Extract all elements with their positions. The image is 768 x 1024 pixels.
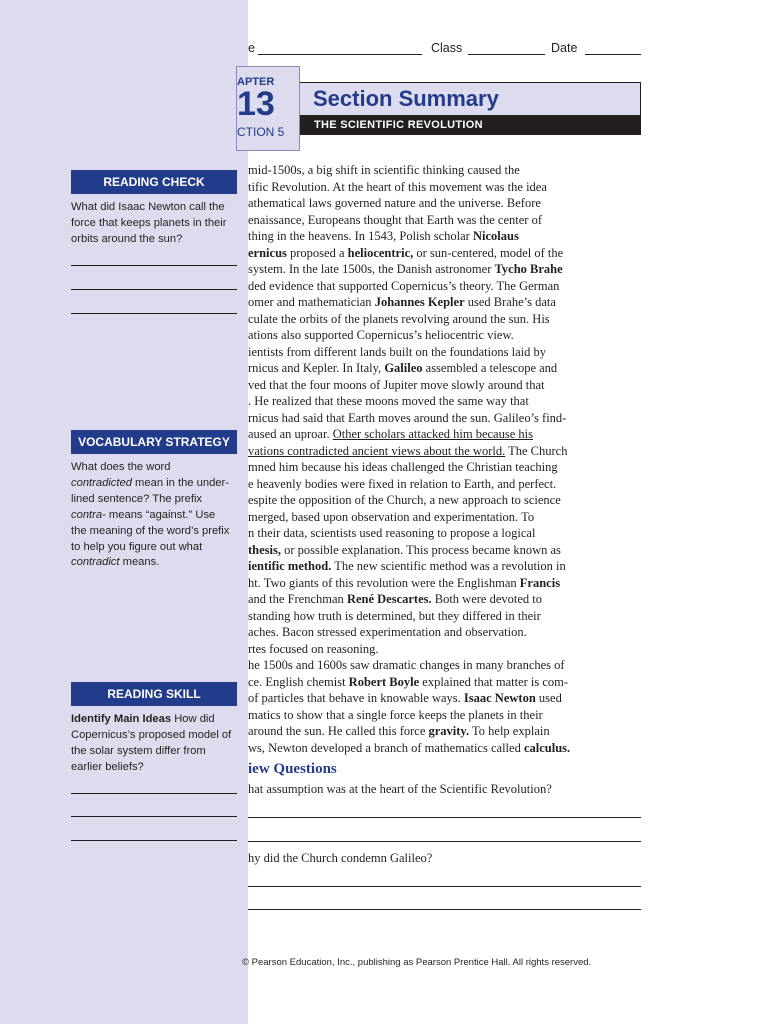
answer-line[interactable]	[71, 816, 237, 817]
body-line: espite the opposition of the Church, a new approach to science	[248, 493, 561, 507]
vocab-line: to help you figure out what	[71, 540, 203, 553]
skill-line: the solar system differ from	[71, 744, 206, 757]
date-field[interactable]	[585, 54, 641, 55]
body-line: mned him because his ideas challenged the Christian teaching	[248, 460, 558, 474]
page-title: Section Summary	[313, 86, 499, 111]
body-line: tific Revolution. At the heart of this movement was the idea	[248, 179, 547, 194]
title-box	[300, 82, 641, 115]
answer-line[interactable]	[71, 265, 237, 266]
review-question-1: hat assumption was at the heart of the Scientific Revolution?	[248, 782, 552, 796]
vocabulary-strategy-text	[71, 460, 239, 571]
body-line: standing how truth is determined, but they differed in their	[248, 608, 541, 623]
name-label: e	[248, 41, 255, 55]
skill-line: Copernicus’s proposed model of	[71, 728, 232, 741]
vocab-line: contra- means “against.” Use	[71, 508, 216, 521]
body-line: ht. Two giants of this revolution were the Englishman Francis	[248, 575, 561, 590]
skill-line: Identify Main Ideas How did	[71, 713, 215, 725]
answer-line[interactable]	[248, 886, 641, 887]
body-line: ientists from different lands built on the foundations laid by	[248, 344, 546, 359]
reading-skill-heading: READING SKILL	[71, 682, 237, 706]
body-line: rtes focused on reasoning.	[248, 641, 379, 656]
class-field[interactable]	[468, 54, 545, 55]
vocabulary-strategy-heading: VOCABULARY STRATEGY	[71, 430, 237, 454]
sidebar	[0, 0, 248, 1024]
answer-line[interactable]	[71, 840, 237, 841]
body-line: vations contradicted ancient views about the world. The Church	[248, 443, 568, 458]
date-label: Date	[551, 41, 578, 55]
answer-line[interactable]	[248, 909, 641, 910]
section-subtitle: THE SCIENTIFIC REVOLUTION	[300, 115, 641, 135]
body-line: matics to show that a single force keeps the planets in their	[248, 707, 543, 722]
answer-line[interactable]	[71, 289, 237, 290]
body-line: merged, based upon observation and experimentation. To	[248, 509, 535, 524]
header-fields	[0, 41, 768, 59]
chapter-number: 13	[237, 85, 275, 123]
body-line: and the Frenchman René Descartes. Both were devoted to	[248, 592, 543, 606]
body-line: ce. English chemist Robert Boyle explained that matter is com-	[248, 674, 569, 689]
body-line: culate the orbits of the planets revolving around the sun. His	[248, 311, 550, 326]
chapter-box	[236, 66, 300, 151]
body-line: aches. Bacon stressed experimentation and observation.	[248, 625, 527, 639]
answer-line[interactable]	[248, 817, 641, 818]
body-line: rnicus and Kepler. In Italy, Galileo assembled a telescope and	[248, 361, 558, 375]
vocab-line: contradict means.	[71, 556, 160, 569]
answer-line[interactable]	[248, 841, 641, 842]
body-line: enaissance, Europeans thought that Earth was the center of	[248, 212, 542, 227]
body-line: athematical laws governed nature and the universe. Before	[248, 196, 541, 210]
review-question-2: hy did the Church condemn Galileo?	[248, 851, 433, 865]
body-line: n their data, scientists used reasoning to propose a logical	[248, 526, 536, 540]
body-line: e heavenly bodies were fixed in relation to Earth, and perfect.	[248, 476, 557, 491]
vocab-line: the meaning of the word’s prefix	[71, 524, 230, 537]
reading-skill-text	[71, 712, 239, 776]
body-line: thing in the heavens. In 1543, Polish scholar Nicolaus	[248, 229, 519, 243]
section-word: CTION 5	[237, 125, 285, 139]
body-line: he 1500s and 1600s saw dramatic changes in many branches of	[248, 658, 565, 672]
reading-check-heading: READING CHECK	[71, 170, 237, 194]
vocab-line: What does the word	[71, 461, 171, 473]
body-line: rnicus had said that Earth moves around the sun. Galileo’s find-	[248, 410, 567, 425]
answer-line[interactable]	[71, 313, 237, 314]
review-questions-heading: iew Questions	[248, 761, 337, 777]
body-line: aused an uproar. Other scholars attacked him because his	[248, 427, 533, 441]
reading-check-question: What did Isaac Newton call the force that keeps planets in their orbits around the sun?	[71, 201, 227, 245]
vocab-line: lined sentence? The prefix	[71, 492, 203, 505]
body-line: ws, Newton developed a branch of mathematics called calculus.	[248, 740, 571, 755]
skill-line: earlier beliefs?	[71, 760, 144, 773]
body-line: . He realized that these moons moved the same way that	[248, 394, 529, 408]
vocab-line: contradicted mean in the under-	[71, 476, 229, 489]
body-line: ientific method. The new scientific method was a revolution in	[248, 559, 566, 573]
chapter-word: APTER	[237, 76, 275, 88]
body-line: omer and mathematician Johannes Kepler used Brahe’s data	[248, 295, 556, 309]
name-field[interactable]	[258, 54, 422, 55]
body-line: mid-1500s, a big shift in scientific thinking caused the	[248, 163, 520, 177]
summary-body	[248, 162, 646, 756]
body-line: system. In the late 1500s, the Danish astronomer Tycho Brahe	[248, 262, 563, 276]
body-line: ved that the four moons of Jupiter move slowly around that	[248, 377, 545, 392]
copyright-footer: © Pearson Education, Inc., publishing as Pearson Prentice Hall. All rights reserved.	[242, 957, 592, 968]
body-line: around the sun. He called this force gravity. To help explain	[248, 724, 550, 738]
body-line: of particles that behave in knowable ways. Isaac Newton used	[248, 691, 562, 705]
answer-line[interactable]	[71, 793, 237, 794]
body-line: ations also supported Copernicus’s heliocentric view.	[248, 328, 514, 342]
body-line: ded evidence that supported Copernicus’s theory. The German	[248, 278, 560, 293]
class-label: Class	[431, 41, 463, 55]
body-line: thesis, or possible explanation. This process became known as	[248, 542, 561, 557]
body-line: ernicus proposed a heliocentric, or sun-centered, model of the	[248, 245, 564, 260]
